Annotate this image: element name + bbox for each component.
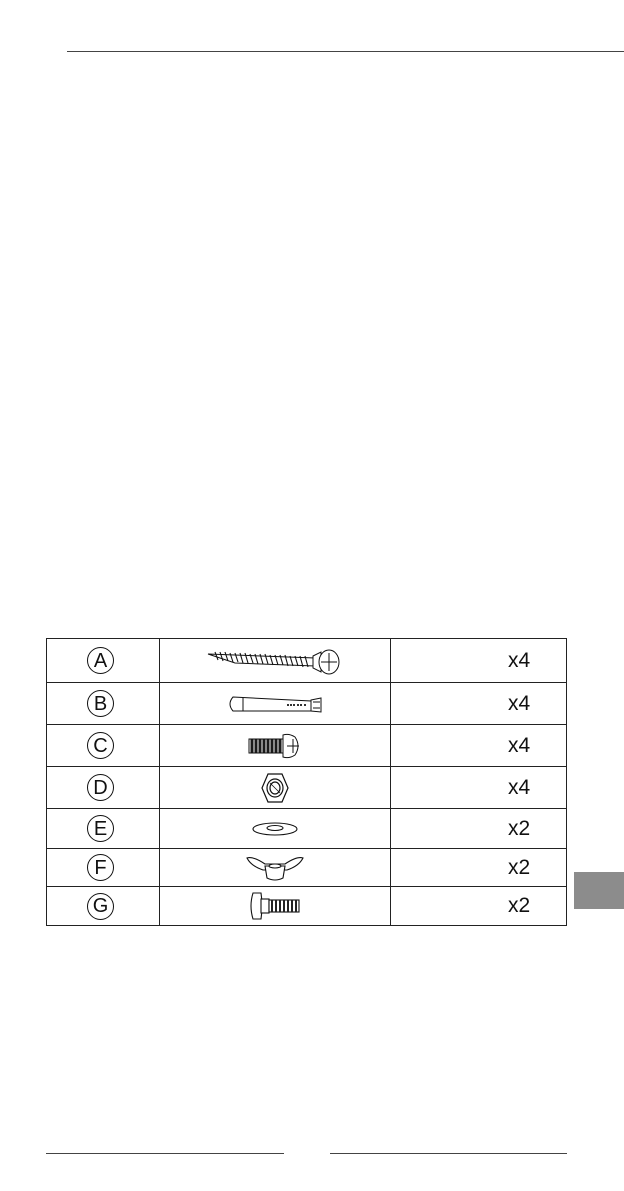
header-rule <box>67 51 624 52</box>
hex-nut-icon <box>260 771 290 805</box>
footer-rule-left <box>46 1153 284 1154</box>
section-thumb-tab <box>574 872 624 909</box>
footer-rule-right <box>330 1153 567 1154</box>
table-row <box>47 683 567 725</box>
table-row <box>47 849 567 887</box>
part-letter-badge: C <box>87 732 114 759</box>
part-quantity: x4 <box>508 691 531 715</box>
flat-washer-icon <box>249 819 301 839</box>
part-letter-badge: G <box>87 893 114 920</box>
part-quantity: x4 <box>508 733 531 757</box>
part-quantity: x2 <box>508 816 531 840</box>
part-quantity: x4 <box>508 648 531 672</box>
part-letter-badge: F <box>87 854 114 881</box>
wall-anchor-icon <box>225 692 325 716</box>
part-quantity: x4 <box>508 775 531 799</box>
table-row <box>47 767 567 809</box>
part-letter-badge: B <box>87 690 114 717</box>
wing-nut-icon <box>243 852 307 884</box>
part-quantity: x2 <box>508 855 531 879</box>
table-row <box>47 809 567 849</box>
wood-screw-icon <box>205 646 345 676</box>
table-row <box>47 639 567 683</box>
part-letter-badge: E <box>87 815 114 842</box>
carriage-bolt-icon <box>247 890 303 922</box>
table-row <box>47 725 567 767</box>
part-letter-badge: D <box>87 774 114 801</box>
table-row <box>47 887 567 926</box>
part-letter-badge: A <box>87 647 114 674</box>
hardware-parts-table <box>46 638 567 926</box>
part-quantity: x2 <box>508 894 531 917</box>
machine-screw-icon <box>245 731 305 761</box>
